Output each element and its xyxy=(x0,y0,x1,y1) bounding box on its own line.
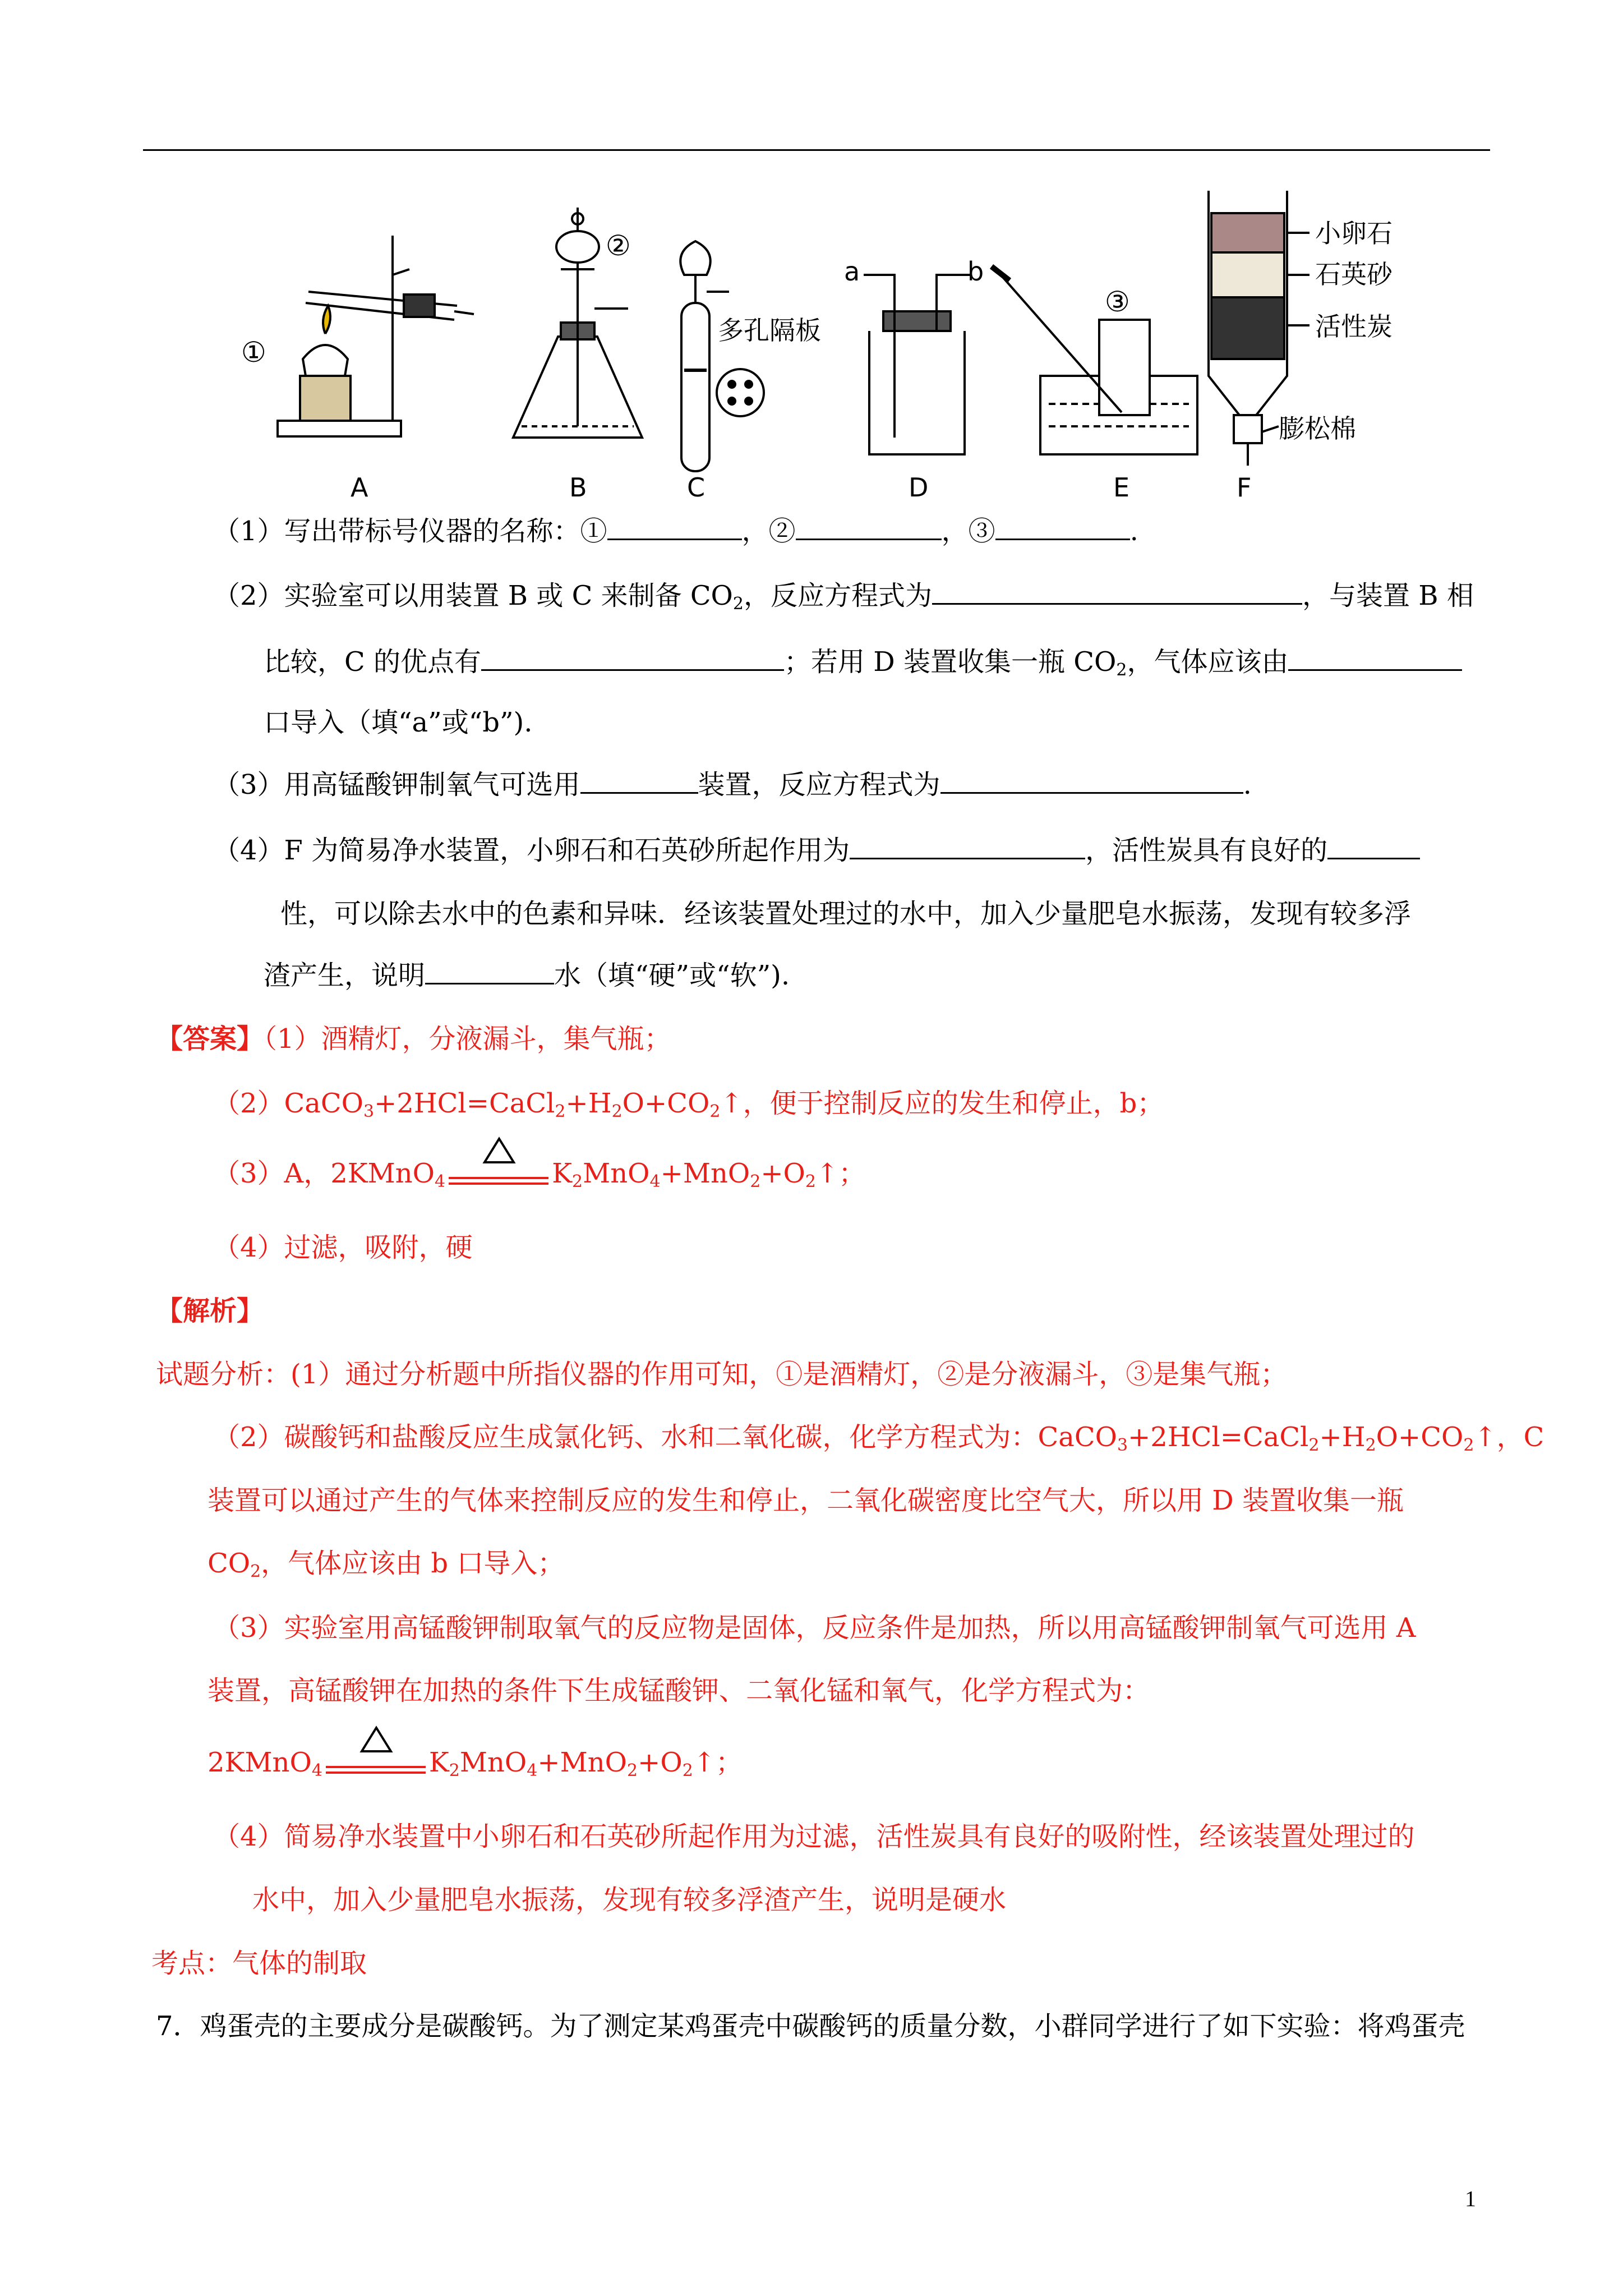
analysis-line-2: （2）碳酸钙和盐酸反应生成氯化钙、水和二氧化碳，化学方程式为：$CaCO_3+2HCl=CaCl_2+H_2O+CO_2↑$，C xyxy=(213,1421,1544,1455)
analysis-line-4: $CO_2$，气体应该由 b 口导入； xyxy=(208,1548,565,1581)
question-4-line-2: 性，可以除去水中的色素和异味．经该装置处理过的水中，加入少量肥皂水振荡，发现有较多浮 xyxy=(280,898,1412,930)
apparatus-a xyxy=(278,236,474,436)
apparatus-e xyxy=(992,266,1197,454)
analysis-label: 【解析】 xyxy=(156,1295,264,1327)
marker-1: ① xyxy=(241,336,266,369)
label-b: B xyxy=(569,472,587,503)
blank-q4-hardness[interactable] xyxy=(425,958,554,984)
marker-2: ② xyxy=(606,229,631,262)
blank-q3-equation[interactable] xyxy=(940,767,1243,794)
blank-q4-role[interactable] xyxy=(850,833,1085,859)
blank-q1-1[interactable] xyxy=(607,514,742,540)
label-pebbles: 小卵石 xyxy=(1315,218,1393,249)
label-port-a: a xyxy=(844,256,860,287)
label-carbon: 活性炭 xyxy=(1315,311,1393,342)
header-rule xyxy=(143,149,1490,151)
label-a: A xyxy=(351,472,368,503)
marker-3: ③ xyxy=(1105,286,1130,318)
delta-icon-2 xyxy=(359,1726,393,1754)
answer-line-1: 【答案】（1）酒精灯，分液漏斗，集气瓶； xyxy=(156,1023,671,1055)
label-porous-plate: 多孔隔板 xyxy=(718,315,821,346)
heating-condition-sign-2 xyxy=(322,1745,429,1780)
heating-condition-sign xyxy=(445,1156,552,1191)
analysis-line-6: 装置，高锰酸钾在加热的条件下生成锰酸钾、二氧化锰和氧气，化学方程式为： xyxy=(208,1675,1150,1706)
question-7: 7．鸡蛋壳的主要成分是碳酸钙。为了测定某鸡蛋壳中碳酸钙的质量分数，小群同学进行了如下实验：将鸡蛋壳 xyxy=(156,2010,1465,2042)
label-quartz: 石英砂 xyxy=(1315,259,1393,289)
blank-q3-apparatus[interactable] xyxy=(580,767,698,794)
analysis-line-5: （3）实验室用高锰酸钾制取氧气的反应物是固体，反应条件是加热，所以用高锰酸钾制氧气可选用 A xyxy=(213,1612,1416,1644)
blank-q2-advantage[interactable] xyxy=(481,645,784,671)
label-c: C xyxy=(687,472,706,503)
question-2-line-2: 比较，C 的优点有 ；若用 D 装置收集一瓶 $CO_2$，气体应该由 xyxy=(264,644,1462,688)
label-port-b: b xyxy=(967,256,984,287)
apparatus-d xyxy=(864,275,970,454)
answer-line-4: （4）过滤，吸附，硬 xyxy=(213,1232,473,1263)
question-1: （1）写出带标号仪器的名称：① ，② ，③ . xyxy=(213,513,1138,549)
blank-q1-2[interactable] xyxy=(796,514,942,540)
blank-q1-3[interactable] xyxy=(995,514,1130,540)
label-f: F xyxy=(1237,472,1252,503)
question-3: （3）用高锰酸钾制氧气可选用 装置，反应方程式为 . xyxy=(213,767,1252,803)
blank-q2-port[interactable] xyxy=(1288,645,1462,671)
question-4-line-3: 渣产生，说明 水（填“硬”或“软”). xyxy=(264,958,790,993)
analysis-line-3: 装置可以通过产生的气体来控制反应的发生和停止，二氧化碳密度比空气大，所以用 D 装置收集一瓶 xyxy=(208,1485,1404,1516)
apparatus-figure xyxy=(224,191,1514,505)
blank-q2-equation[interactable] xyxy=(932,578,1302,605)
label-e: E xyxy=(1113,472,1130,503)
analysis-kaodian: 考点：气体的制取 xyxy=(151,1948,367,1979)
page-number: 1 xyxy=(1465,2186,1476,2211)
question-2-line-1: （2）实验室可以用装置 B 或 C 来制备 $CO_2$，反应方程式为 ，与装置 B 相 xyxy=(213,578,1474,622)
delta-icon xyxy=(482,1137,516,1165)
answer-line-2: $(2)CaCO_3+2HCl=CaCl_2+H_2O+CO_2↑$，便于控制反应的发生和停止，b； xyxy=(213,1088,1164,1121)
question-2-line-3: 口导入（填“a”或“b”). xyxy=(264,707,533,738)
analysis-line-1: 试题分析：(1）通过分析题中所指仪器的作用可知，①是酒精灯，②是分液漏斗，③是集气瓶； xyxy=(156,1359,1288,1390)
label-d: D xyxy=(909,472,929,503)
analysis-line-8: （4）简易净水装置中小卵石和石英砂所起作用为过滤，活性炭具有良好的吸附性，经该装置处理过的 xyxy=(213,1821,1415,1852)
answer-line-3: （3）A，2KMnO$_4$ $K_2MnO_4+MnO_2+O_2↑$； xyxy=(213,1156,865,1200)
blank-q4-property[interactable] xyxy=(1327,833,1420,859)
label-cotton: 膨松棉 xyxy=(1279,413,1356,444)
analysis-line-9: 水中，加入少量肥皂水振荡，发现有较多浮渣产生，说明是硬水 xyxy=(252,1884,1007,1916)
apparatus-c xyxy=(680,241,764,471)
answer-label: 【答案】 xyxy=(156,1023,264,1055)
question-4-line-1: （4）F 为简易净水装置，小卵石和石英砂所起作用为 ，活性炭具有良好的 xyxy=(213,832,1420,868)
analysis-line-7: 2KMnO$_4$ $K_2MnO_4+MnO_2+O_2↑$； xyxy=(208,1745,743,1789)
